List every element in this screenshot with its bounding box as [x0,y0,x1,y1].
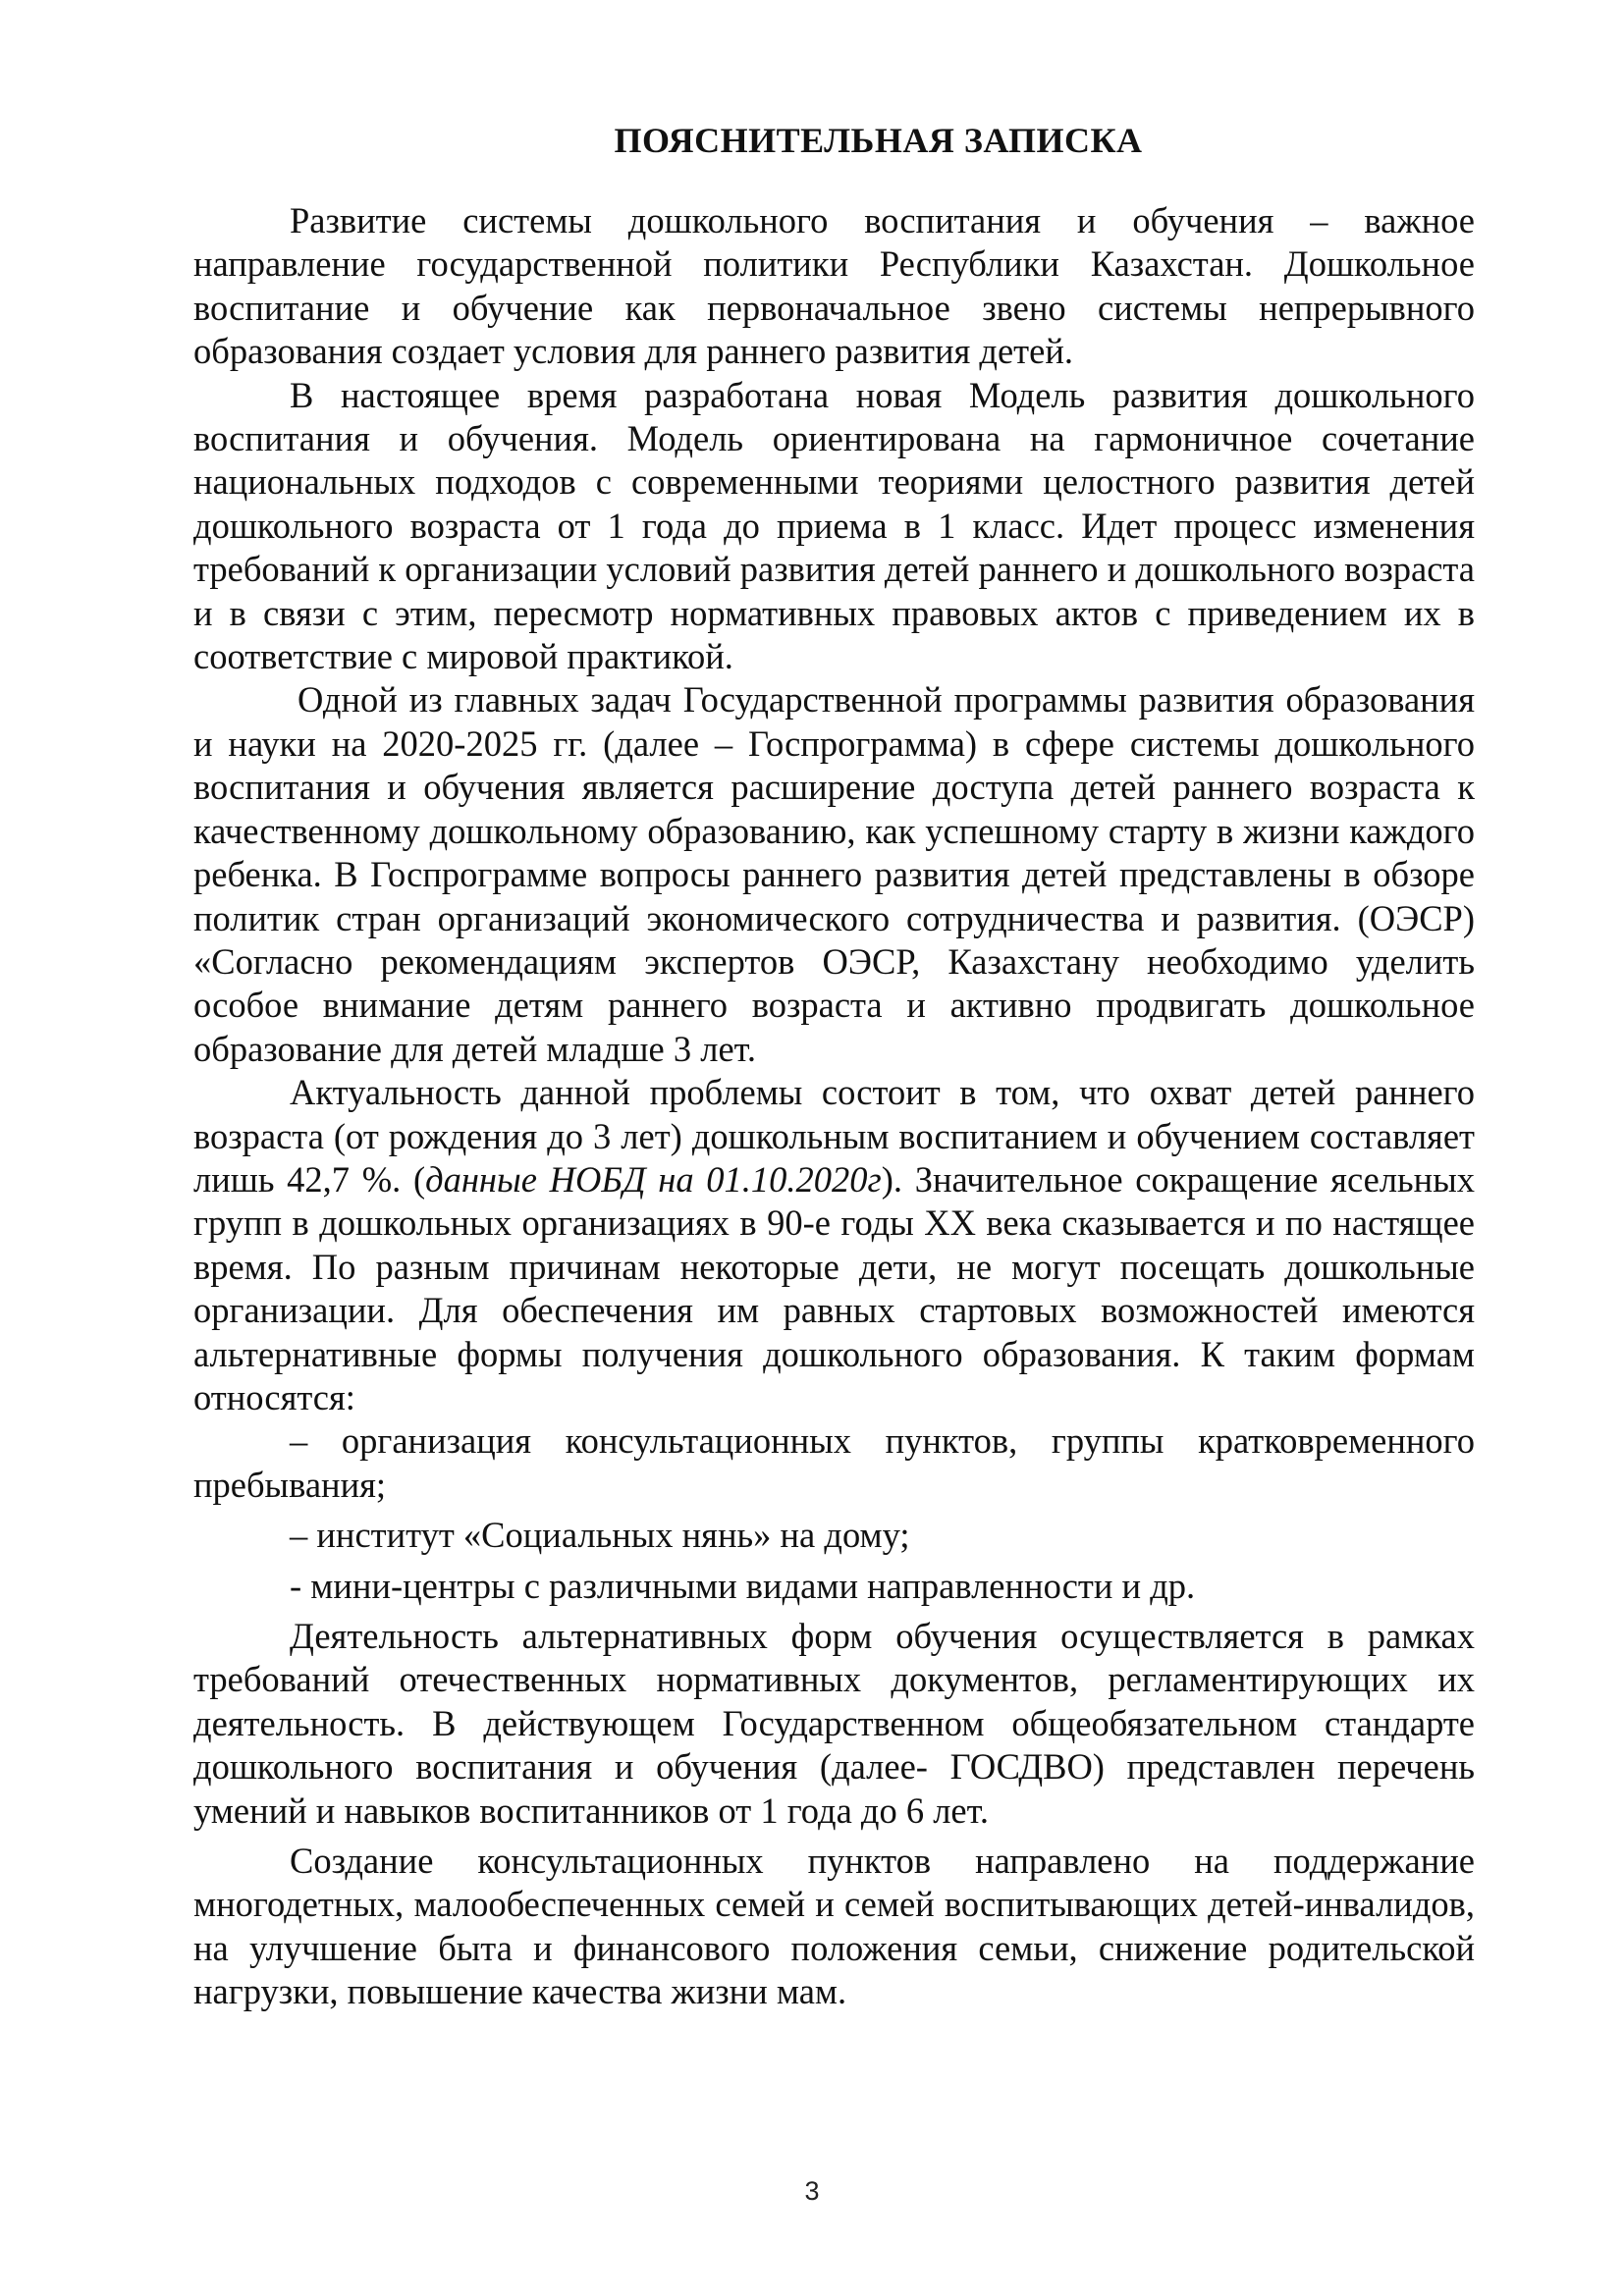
list-item: – институт «Социальных нянь» на дому; [290,1515,910,1556]
paragraph: В настоящее время разработана новая Модель развития дошкольного воспитания и обучения. Модель ориентирована на гармоничное сочетание национальных подходов с современными теориями целостного развития детей дошкольного возраста от 1 года до приема в 1 класс. Идет процесс изменения требований к организации условий развития детей раннего и дошкольного возраста и в связи с этим, пересмотр нормативных правовых актов с приведением их в соответствие с мировой практикой. [193,374,1475,677]
paragraph-text: Актуальность данной проблемы состоит в том, что охват детей раннего возраста (от рождения до 3 лет) дошкольным воспитанием и обучением составляет лишь 42,7 %. ( [193,1072,1475,1200]
list-item: - мини-центры с различными видами направленности и др. [290,1565,1196,1606]
paragraph: Создание консультационных пунктов направлено на поддержание многодетных, малообеспеченных семей и семей воспитывающих детей-инвалидов, на улучшение быта и финансового положения семьи, снижение родительской нагрузки, повышение качества жизни мам. [193,1841,1475,2012]
document-page [193,118,1475,2014]
paragraph: Развитие системы дошкольного воспитания и обучения – важное направление государственной политики Республики Казахстан. Дошкольное воспитание и обучение как первоначальное звено системы непрерывного образования создает условия для раннего развития детей. [193,200,1475,372]
list-item: – организация консультационных пунктов, группы кратковременного пребывания; [193,1420,1475,1505]
document-title: ПОЯСНИТЕЛЬНАЯ ЗАПИСКА [614,121,1143,160]
paragraph [193,1071,1475,1419]
paragraph: Одной из главных задач Государственной программы развития образования и науки на 2020-2025 гг. (далее – Госпрограмма) в сфере системы дошкольного воспитания и обучения является расширение доступа детей раннего возраста к качественному дошкольному образованию, как успешному старту в жизни каждого ребенка. В Госпрограмме вопросы раннего развития детей представлены в обзоре политик стран организаций экономического сотрудничества и развития. (ОЭСР) «Согласно рекомендациям экспертов ОЭСР, Казахстану необходимо уделить особое внимание детям раннего возраста и активно продвигать дошкольное образование для детей младше 3 лет. [193,679,1475,1069]
paragraph-text: ). Значительное сокращение ясельных групп в дошкольных организациях в 90-е годы XX века сказывается и по настящее время. По разным причинам некоторые дети, не могут посещать дошкольные организации. Для обеспечения им равных стартовых возможностей имеются альтернативные формы получения дошкольного образования. К таким формам относятся: [193,1158,1475,1417]
page-number: 3 [804,2176,820,2206]
paragraph: Деятельность альтернативных форм обучения осуществляется в рамках требований отечественных нормативных документов, регламентирующих их деятельность. В действующем Государственном общеобязательном стандарте дошкольного воспитания и обучения (далее- ГОСДВО) представлен перечень умений и навыков воспитанников от 1 года до 6 лет. [193,1616,1475,1831]
italic-citation: данные НОБД на 01.10.2020г [425,1158,882,1200]
